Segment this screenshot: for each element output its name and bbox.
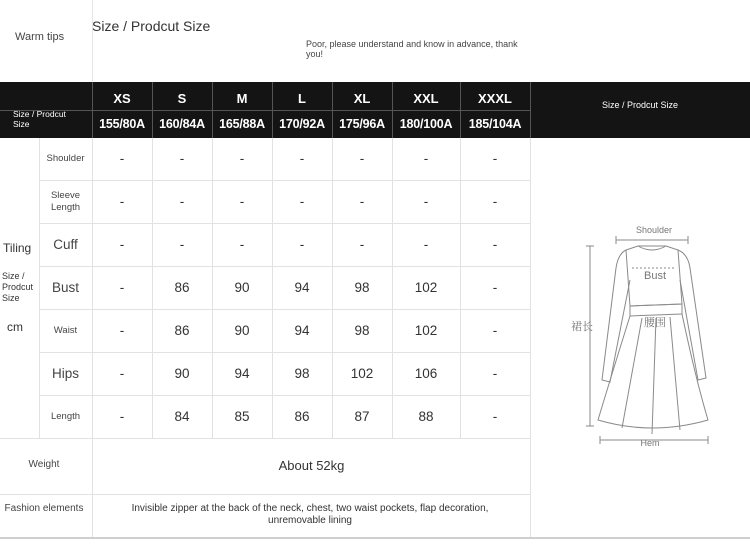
- table-cell: -: [239, 151, 245, 166]
- table-cell: 98: [354, 322, 370, 338]
- row-divider: [39, 352, 530, 353]
- table-cell: 98: [354, 279, 370, 295]
- table-cell: -: [492, 236, 498, 252]
- size-code: 160/84A: [159, 117, 205, 131]
- table-cell: -: [179, 151, 185, 166]
- fashion-label: Fashion elements: [4, 503, 84, 514]
- table-cell: -: [423, 236, 429, 252]
- size-code: 165/88A: [219, 117, 265, 131]
- measure-label-text: Sleeve Length: [50, 189, 81, 213]
- table-cell: 102: [414, 279, 438, 295]
- size-header: M: [236, 91, 248, 106]
- table-cell: -: [359, 193, 365, 209]
- table-cell: 94: [234, 365, 250, 381]
- size-code: 170/92A: [279, 117, 325, 131]
- warm-tips-note: Poor, please understand and know in advance, thank you!: [306, 39, 518, 59]
- table-cell: 90: [174, 365, 190, 381]
- table-cell: 88: [418, 408, 434, 424]
- bottom-border: [0, 537, 750, 539]
- table-cell: -: [179, 236, 185, 252]
- fashion-value: Invisible zipper at the back of the neck, chest, two waist pockets, flap decoration, unremovable lining: [131, 503, 489, 526]
- diagram-hem-label: Hem: [640, 438, 660, 448]
- header-separator: [152, 82, 153, 138]
- measure-label-text: Hips: [51, 365, 79, 381]
- table-cell: -: [119, 193, 125, 209]
- header-right-label: Size / Prodcut Size: [601, 100, 679, 110]
- diagram-bust-label: Bust: [643, 270, 667, 282]
- table-cell: -: [119, 322, 125, 338]
- size-header: XXL: [413, 91, 439, 106]
- size-header: L: [298, 91, 306, 106]
- header-separator: [92, 82, 93, 138]
- table-cell: -: [299, 193, 305, 209]
- diagram-shoulder-label: Shoulder: [635, 225, 673, 235]
- warm-tips-section: [0, 0, 750, 82]
- size-code: 180/100A: [399, 117, 453, 131]
- row-divider: [39, 266, 530, 267]
- table-cell: -: [119, 279, 125, 295]
- table-cell: -: [492, 365, 498, 381]
- tiling-label: Tiling: [3, 241, 32, 255]
- table-cell: 86: [174, 322, 190, 338]
- column-divider: [530, 138, 531, 538]
- measure-label: [39, 309, 92, 352]
- table-cell: -: [299, 151, 305, 166]
- table-cell: -: [423, 151, 429, 166]
- measure-label-text: Shoulder: [46, 153, 85, 164]
- table-cell: -: [179, 193, 185, 209]
- header-separator: [392, 82, 393, 138]
- table-cell: -: [492, 408, 498, 424]
- warm-tips-title: Size / Prodcut Size: [92, 18, 211, 34]
- weight-value: About 52kg: [278, 458, 345, 473]
- table-cell: -: [492, 151, 498, 166]
- table-cell: 85: [234, 408, 250, 424]
- table-cell: -: [492, 193, 498, 209]
- table-cell: 90: [234, 322, 250, 338]
- size-header: XS: [113, 91, 131, 106]
- dress-diagram: [560, 220, 730, 460]
- table-cell: 102: [414, 322, 438, 338]
- table-cell: 84: [174, 408, 190, 424]
- table-cell: -: [119, 408, 125, 424]
- measure-label-text: Waist: [53, 324, 78, 336]
- size-code: 175/96A: [339, 117, 385, 131]
- header-separator: [460, 82, 461, 138]
- header-separator: [332, 82, 333, 138]
- cm-label: cm: [7, 320, 23, 334]
- table-cell: -: [299, 236, 305, 252]
- diagram-waist-label: 腰围: [644, 316, 666, 329]
- size-header: S: [177, 91, 187, 106]
- table-cell: 102: [350, 365, 374, 381]
- table-cell: 86: [174, 279, 190, 295]
- table-cell: 87: [354, 408, 370, 424]
- table-cell: -: [359, 236, 365, 252]
- measure-label-text: Bust: [51, 279, 79, 295]
- table-cell: -: [119, 236, 125, 252]
- table-cell: -: [423, 193, 429, 209]
- measure-label-text: Cuff: [53, 236, 78, 252]
- measure-label: [39, 266, 92, 309]
- measure-label: [39, 223, 92, 266]
- header-separator: [530, 82, 531, 138]
- table-cell: 98: [294, 365, 310, 381]
- header-separator: [212, 82, 213, 138]
- table-cell: -: [492, 322, 498, 338]
- table-cell: 106: [414, 365, 438, 381]
- row-divider: [39, 180, 530, 181]
- measure-label: [39, 138, 92, 180]
- unit-label: Size / Prodcut Size: [2, 271, 34, 303]
- size-header: XL: [353, 91, 371, 106]
- measure-label-text: Length: [50, 410, 81, 422]
- row-divider: [39, 309, 530, 310]
- divider: [92, 0, 93, 82]
- header-separator: [272, 82, 273, 138]
- table-cell: -: [119, 151, 125, 166]
- size-code: 155/80A: [99, 117, 145, 131]
- weight-label: Weight: [28, 459, 60, 470]
- table-cell: 94: [294, 322, 310, 338]
- size-code: 185/104A: [468, 117, 522, 131]
- row-divider: [39, 395, 530, 396]
- header-size-label: Size / Prodcut Size: [13, 109, 66, 129]
- diagram-length-label: 裙长: [571, 320, 593, 333]
- table-cell: -: [492, 279, 498, 295]
- warm-tips-label: Warm tips: [15, 31, 65, 43]
- table-cell: 86: [294, 408, 310, 424]
- measure-label: [39, 352, 92, 395]
- size-header: XXXL: [478, 91, 512, 106]
- row-divider: [0, 438, 530, 439]
- table-cell: -: [359, 151, 365, 166]
- table-cell: -: [239, 193, 245, 209]
- table-cell: -: [239, 236, 245, 252]
- measure-label: [39, 395, 92, 438]
- table-cell: 90: [234, 279, 250, 295]
- column-divider: [92, 438, 93, 538]
- table-cell: 94: [294, 279, 310, 295]
- table-cell: -: [119, 365, 125, 381]
- row-divider: [0, 494, 530, 495]
- measure-label: [39, 180, 92, 223]
- row-divider: [39, 223, 530, 224]
